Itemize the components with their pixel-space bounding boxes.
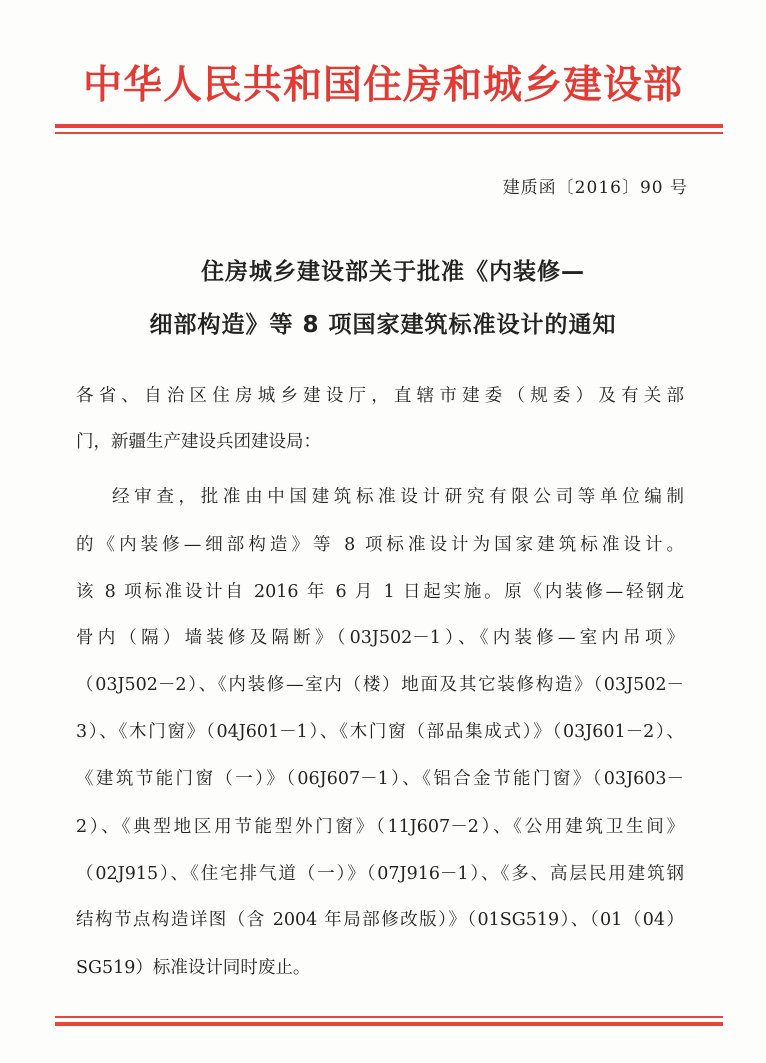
body-line-7: （03J502－2）、《内装修—室内（楼）地面及其它装修构造》（03J502－	[76, 675, 684, 695]
document-title-line-1: 住房城乡建设部关于批准《内装修—	[201, 259, 585, 285]
body-line-9: 《建筑节能门窗（一）》（06J607－1）、《铝合金节能门窗》（03J603－	[76, 769, 684, 789]
body-line-10: 2）、《典型地区用节能型外门窗》（11J607－2）、《公用建筑卫生间》	[76, 817, 684, 837]
footer-rule-thick	[55, 1022, 723, 1026]
document-title-line-2: 细部构造》等 8 项国家建筑标准设计的通知	[149, 312, 617, 338]
header-rule-thick	[55, 124, 723, 128]
body-line-1: 各省、自治区住房城乡建设厅，直辖市建委（规委）及有关部	[76, 386, 684, 406]
body-line-13: SG519）标准设计同时废止。	[76, 958, 311, 978]
body-line-8: 3）、《木门窗》（04J601－1）、《木门窗（部品集成式）》（03J601－2）、	[76, 722, 684, 742]
document-number: 建质函〔2016〕90 号	[502, 178, 688, 198]
body-line-6: 骨内（隔）墙装修及隔断》（03J502－1）、《内装修—室内吊项》	[76, 628, 684, 648]
body-line-5: 该 8 项标准设计自 2016 年 6 月 1 日起实施。原《内装修—轻钢龙	[76, 582, 684, 602]
body-line-2: 门，新疆生产建设兵团建设局：	[76, 432, 321, 452]
footer-rule-thin	[55, 1016, 723, 1018]
body-line-3: 经审查，批准由中国建筑标准设计研究有限公司等单位编制	[112, 487, 684, 507]
body-line-12: 结构节点构造详图（含 2004 年局部修改版）》（01SG519）、（01（04）	[76, 910, 684, 930]
header-rule-thin	[55, 132, 723, 134]
body-line-4: 的《内装修—细部构造》等 8 项标准设计为国家建筑标准设计。	[76, 535, 684, 555]
issuing-agency-header: 中华人民共和国住房和城乡建设部	[82, 63, 683, 108]
body-line-11: （02J915）、《住宅排气道（一）》（07J916－1）、《多、高层民用建筑钢	[76, 864, 684, 884]
